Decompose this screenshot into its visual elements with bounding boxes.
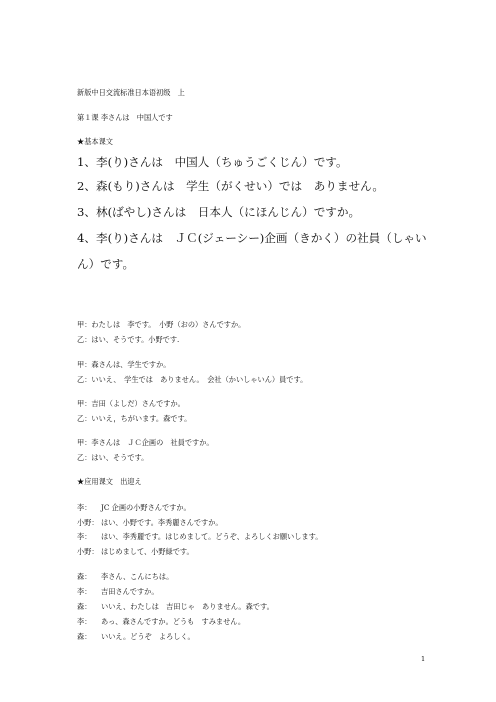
applied-line (77, 533, 322, 540)
speaker: 森： (77, 632, 92, 641)
speaker: 森： (77, 602, 92, 611)
section-heading-applied: ★应用课文 出迎え (77, 477, 142, 486)
dialogue-line: 甲：森さんは、学生ですか。 (77, 360, 171, 369)
dialogue-line: 乙：いいえ，ちがいます。森です。 (77, 414, 192, 423)
dialogue-line: 乙：はい、そうです。 (77, 453, 149, 462)
dialogue-line: 乙：はい、そうです。小野です. (77, 335, 180, 344)
dialogue-line: 甲：吉田（よしだ）さんですか。 (77, 399, 185, 408)
basic-sentence: 1、李(り)さんは 中国人（ちゅうごくじん）です。 (77, 155, 348, 169)
speaker: 李： (77, 503, 92, 512)
lesson-title: 第１课 李さんは 中国人です (77, 113, 173, 122)
speaker: 小野： (77, 547, 99, 556)
utterance: 李さん、こんにちは。 (101, 572, 174, 581)
applied-line (77, 588, 159, 595)
section-heading-basic: ★基本课文 (77, 137, 113, 146)
utterance: はい、李秀麗です。はじめまして。どうぞ、よろしくお願いします。 (101, 532, 323, 541)
applied-line (77, 618, 245, 625)
applied-line (77, 603, 274, 610)
applied-line (77, 573, 173, 580)
page-number: 1 (421, 655, 426, 663)
speaker: 森： (77, 572, 92, 581)
utterance: はじめまして、小野緑です。 (101, 547, 194, 556)
basic-sentence: 2、森(もり)さんは 学生（がくせい）では ありません。 (77, 179, 384, 193)
dialogue-line: 甲：李さんは ＪＣ企画の 社員ですか。 (77, 438, 214, 447)
speaker: 小野： (77, 518, 99, 527)
basic-sentence: 3、林(ばやし)さんは 日本人（にほんじん）ですか。 (77, 205, 361, 219)
utterance: JC 企画の小野さんですか。 (101, 503, 191, 512)
book-title: 新版中日交流标准日本语初级 上 (77, 88, 185, 97)
basic-sentence-continued: ん）です。 (77, 257, 135, 271)
basic-sentence: 4、李(り)さんは ＪＣ(ジェーシー)企画（きかく）の社員（しゃい (77, 231, 427, 245)
applied-line (77, 519, 223, 526)
speaker: 李： (77, 532, 92, 541)
speaker: 李： (77, 587, 92, 596)
applied-line (77, 504, 191, 511)
applied-line (77, 633, 195, 640)
dialogue-line: 乙：いいえ、 学生では ありません。 会社（かいしゃいん）員です。 (77, 375, 308, 384)
speaker: 李： (77, 617, 92, 626)
utterance: 吉田さんですか。 (101, 587, 159, 596)
utterance: はい、小野です。李秀麗さんですか。 (101, 518, 223, 527)
utterance: いいえ。どうぞ よろしく。 (101, 632, 195, 641)
utterance: いいえ、わたしは 吉田じゃ ありません。森です。 (101, 602, 274, 611)
dialogue-line: 甲：わたしは 李です。 小野（おの）さんですか。 (77, 320, 246, 329)
utterance: あっ、森さんですか。どうも すみません。 (101, 617, 246, 626)
applied-line (77, 548, 194, 555)
